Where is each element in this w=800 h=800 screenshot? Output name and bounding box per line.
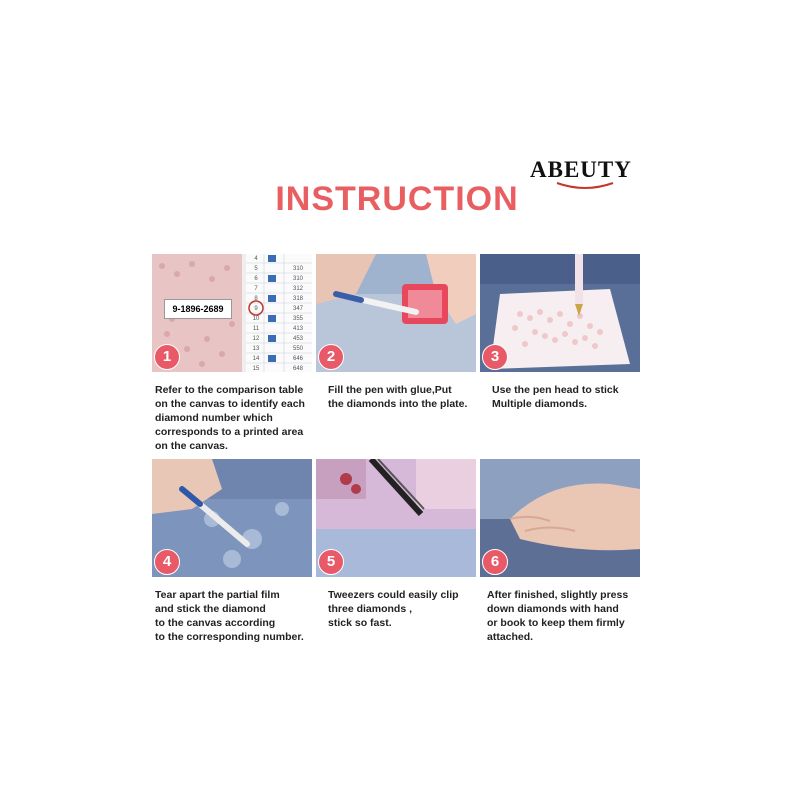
chart-code [286,254,310,264]
step-3-caption: Use the pen head to stick Multiple diamonds. [492,384,619,410]
brand-name: ABEUTY [530,157,632,182]
step-1-caption: Refer to the comparison table on the canvas to identify each diamond number which corresponds to a printed area on the canvas. [155,384,305,452]
chart-row-label: 8 [254,296,258,302]
chart-row-label: 5 [254,266,258,272]
chart-row-label: 4 [254,256,258,262]
step-4-photo [152,459,312,577]
chart-row-labels [248,254,264,372]
chart-code: 550 [292,346,303,352]
step-6-photo [480,459,640,577]
step-number-badge: 4 [154,549,180,575]
chart-code: 347 [292,306,303,312]
chart-code: 312 [292,286,303,292]
chart-row-label: 12 [252,336,260,342]
chart-code: 310 [292,276,303,282]
step-2-caption: Fill the pen with glue,Put the diamonds into the plate. [328,384,468,410]
step-number-badge: 6 [482,549,508,575]
chart-row-label: 10 [252,316,260,322]
chart-code: 355 [292,316,303,322]
chart-code: 310 [292,266,303,272]
chart-code: 318 [292,296,303,302]
chart-row-label: 11 [252,326,260,332]
step-number-badge: 1 [154,344,180,370]
chart-code: 646 [292,356,303,362]
chart-code-labels [286,254,310,372]
chart-row-label: 6 [254,276,258,282]
step-number-badge: 2 [318,344,344,370]
chart-row-label: 15 [252,366,260,372]
step-2-photo [316,254,476,372]
page-title: INSTRUCTION [275,180,519,218]
step-4-caption: Tear apart the partial film and stick the diamond to the canvas according to the corresponding number. [155,589,304,643]
step-number-badge: 5 [318,549,344,575]
step-number-badge: 3 [482,344,508,370]
chart-row-label: 9 [254,306,258,312]
chart-row-label: 13 [252,346,260,352]
step-1-photo [152,254,312,372]
bag-label: 9-1896-2689 [164,299,232,319]
chart-code: 413 [292,326,303,332]
chart-code: 648 [292,366,303,372]
chart-code: 453 [292,336,303,342]
chart-row-label: 7 [254,286,258,292]
step-6-caption: After finished, slightly press down diamonds with hand or book to keep them firmly attached. [487,589,629,643]
step-5-caption: Tweezers could easily clip three diamonds , stick so fast. [328,589,459,629]
step-5-photo [316,459,476,577]
step-3-photo [480,254,640,372]
chart-row-label: 14 [252,356,260,362]
